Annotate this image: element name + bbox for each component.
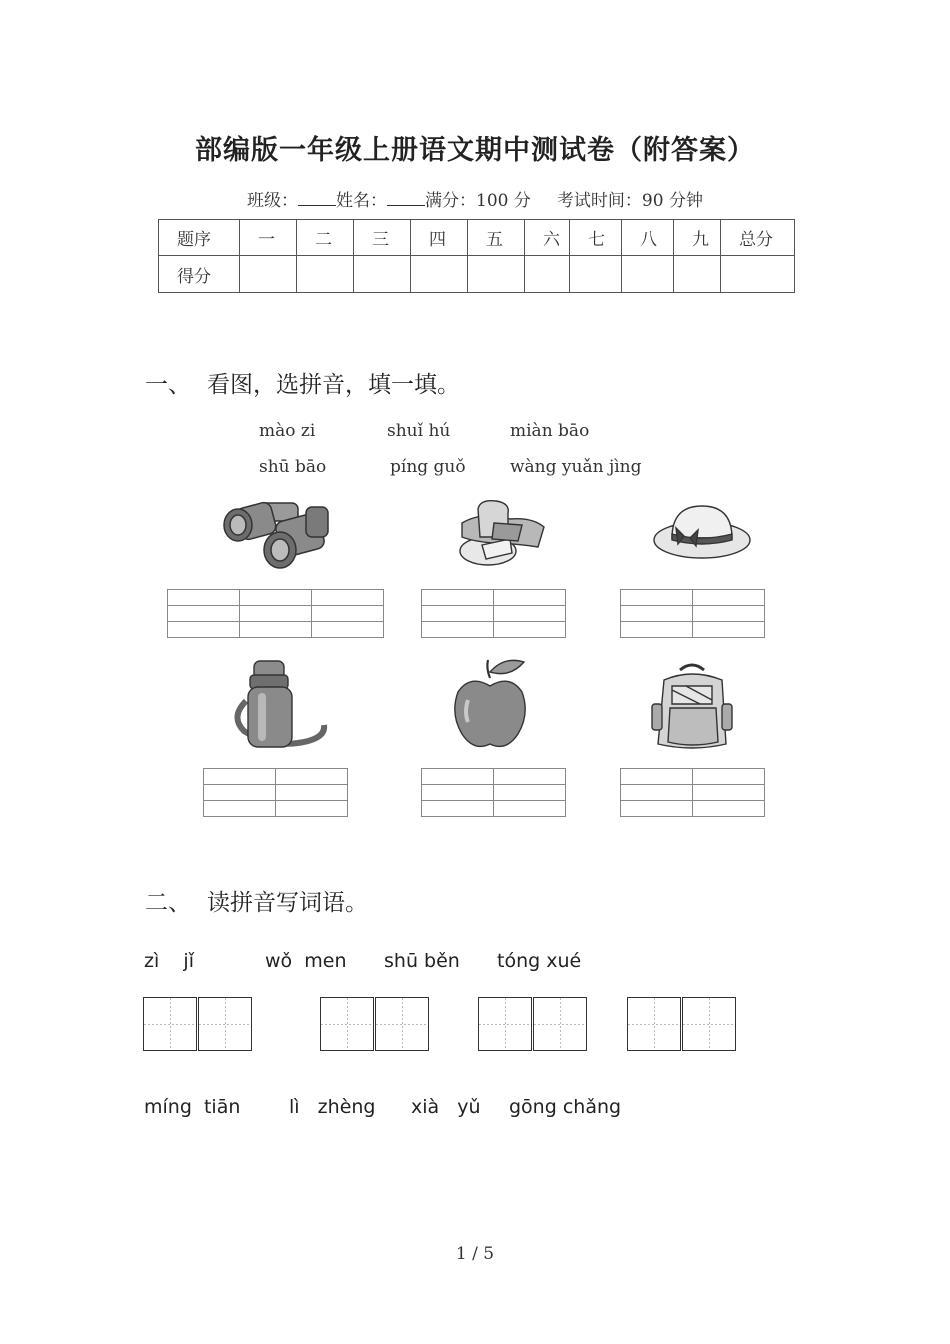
score-cell[interactable] — [411, 256, 468, 293]
pinyin-word: míng tiān — [144, 1096, 241, 1118]
score-table — [158, 219, 795, 293]
answer-grid[interactable] — [620, 589, 765, 638]
score-row-label: 得分 — [159, 256, 240, 293]
score-cell[interactable] — [674, 256, 721, 293]
header-cell: 五 — [468, 220, 525, 256]
score-row — [159, 256, 795, 293]
backpack-icon — [650, 660, 734, 752]
writing-box[interactable] — [682, 997, 736, 1051]
writing-box[interactable] — [375, 997, 429, 1051]
pinyin-word: lì zhèng — [289, 1096, 376, 1118]
header-cell: 二 — [297, 220, 354, 256]
pinyin-option: wàng yuǎn jìng — [510, 457, 642, 477]
section1-heading — [145, 366, 460, 399]
pinyin-option: miàn bāo — [510, 421, 590, 441]
pinyin-word: tóng xué — [497, 950, 582, 972]
full-score: 满分：100 分 — [425, 191, 531, 211]
exam-time: 考试时间：90 分钟 — [556, 191, 703, 211]
answer-grid[interactable] — [167, 589, 384, 638]
answer-grid[interactable] — [421, 589, 566, 638]
thermos-icon — [228, 657, 332, 753]
section1-number: 一、 — [145, 372, 191, 398]
name-label: 姓名： — [336, 191, 388, 211]
score-cell[interactable] — [721, 256, 795, 293]
exam-info — [0, 186, 950, 211]
page-number: 1 / 5 — [455, 1244, 495, 1264]
score-cell[interactable] — [354, 256, 411, 293]
writing-box[interactable] — [198, 997, 252, 1051]
name-blank[interactable] — [387, 191, 425, 206]
pinyin-option: píng guǒ — [390, 457, 466, 477]
score-header-row — [159, 220, 795, 256]
pinyin-word: zì jǐ — [144, 950, 194, 972]
header-cell: 三 — [354, 220, 411, 256]
score-cell[interactable] — [525, 256, 570, 293]
score-cell[interactable] — [570, 256, 622, 293]
page-title: 部编版一年级上册语文期中测试卷（附答案） — [195, 135, 755, 166]
binoculars-icon — [218, 495, 336, 577]
score-cell[interactable] — [622, 256, 674, 293]
writing-box[interactable] — [533, 997, 587, 1051]
section2-title: 读拼音写词语。 — [207, 890, 368, 916]
header-cell: 题序 — [159, 220, 240, 256]
writing-box[interactable] — [478, 997, 532, 1051]
answer-grid[interactable] — [620, 768, 765, 817]
pinyin-word: wǒ men — [265, 950, 347, 972]
apple-icon — [450, 656, 530, 754]
writing-box[interactable] — [627, 997, 681, 1051]
answer-grid[interactable] — [421, 768, 566, 817]
pinyin-word: gōng chǎng — [509, 1096, 622, 1118]
writing-box[interactable] — [143, 997, 197, 1051]
pinyin-option: shū bāo — [259, 457, 327, 477]
header-cell: 八 — [622, 220, 674, 256]
writing-box[interactable] — [320, 997, 374, 1051]
class-label: 班级： — [247, 191, 299, 211]
bread-icon — [452, 497, 548, 573]
header-cell: 九 — [674, 220, 721, 256]
header-cell: 总分 — [721, 220, 795, 256]
answer-grid[interactable] — [203, 768, 348, 817]
header-cell: 一 — [240, 220, 297, 256]
section1-title: 看图，选拼音，填一填。 — [207, 372, 460, 398]
score-cell[interactable] — [468, 256, 525, 293]
header-cell: 四 — [411, 220, 468, 256]
pinyin-option: mào zi — [259, 421, 316, 441]
class-blank[interactable] — [298, 191, 336, 206]
header-cell: 六 — [525, 220, 570, 256]
section2-heading — [145, 884, 368, 917]
pinyin-option: shuǐ hú — [387, 421, 451, 441]
pinyin-word: shū běn — [384, 950, 460, 972]
score-cell[interactable] — [240, 256, 297, 293]
hat-icon — [650, 500, 754, 564]
pinyin-word: xià yǔ — [411, 1096, 481, 1118]
score-cell[interactable] — [297, 256, 354, 293]
section2-number: 二、 — [145, 890, 191, 916]
header-cell: 七 — [570, 220, 622, 256]
